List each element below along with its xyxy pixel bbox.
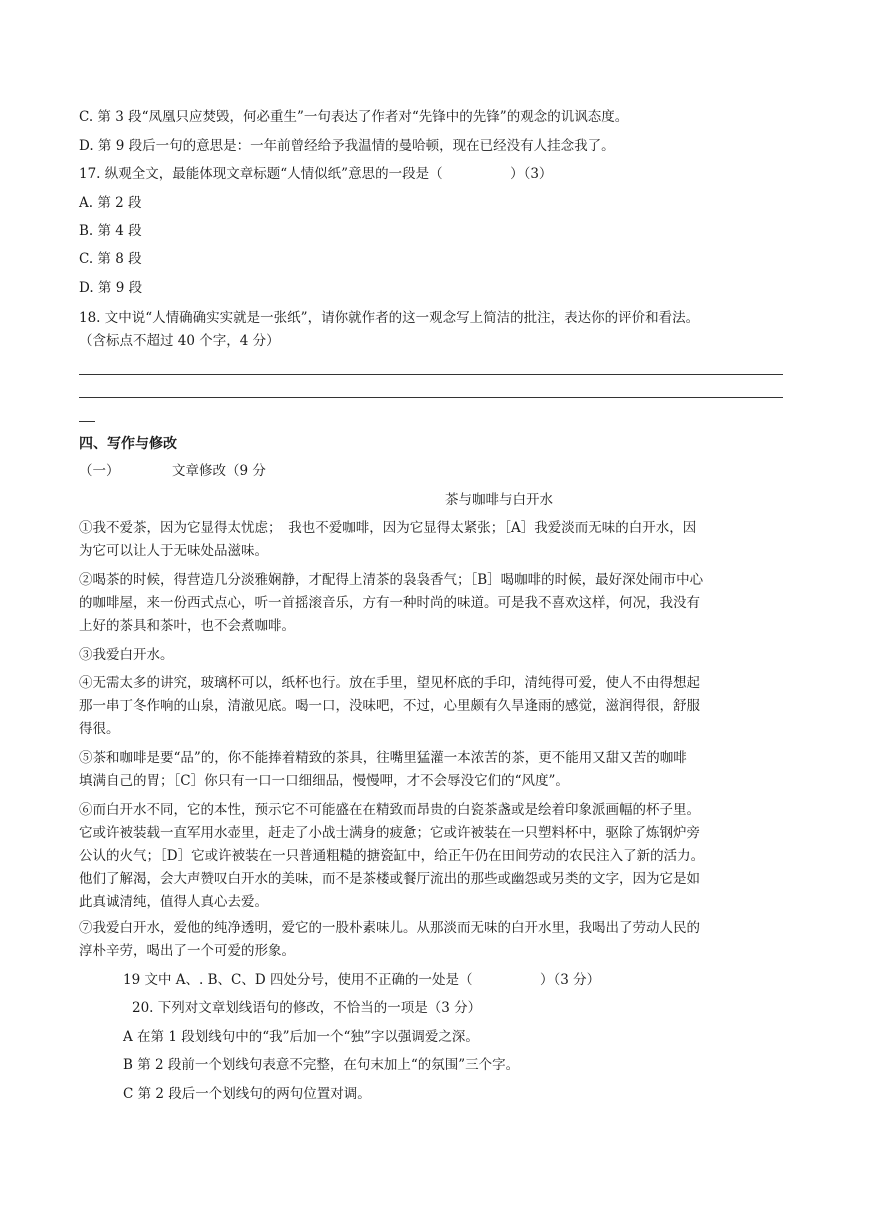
q18-stem-line1: 18. 文中说“人情确确实实就是一张纸”，请你就作者的这一观念写上简洁的批注，表达你的评价和看法。 [79, 310, 700, 326]
q17-option-d: D. 第 9 段 [79, 280, 143, 296]
part-label: （一） [79, 463, 120, 479]
essay-line: ⑦我爱白开水，爱他的纯净透明，爱它的一股朴素味儿。从那淡而无味的白开水里，我喝出了劳动人民的 [79, 920, 700, 936]
q17-stem: 17. 纵观全文，最能体现文章标题“人情似纸”意思的一段是（ ）（3） [79, 166, 553, 182]
essay-line: ①我不爱茶，因为它显得太忧虑； 我也不爱咖啡，因为它显得太紧张；［A］我爱淡而无味的白开水，因 [79, 520, 697, 536]
q20-stem: 20. 下列对文章划线语句的修改，不恰当的一项是（3 分） [132, 1000, 482, 1016]
essay-line: 上好的茶具和茶叶，也不会煮咖啡。 [79, 618, 295, 634]
answer-line-2 [79, 397, 783, 398]
q17-option-b: B. 第 4 段 [79, 223, 142, 239]
essay-title: 茶与咖啡与白开水 [445, 492, 553, 508]
essay-line: 为它可以让人于无味处品滋味。 [79, 543, 268, 559]
essay-line: 淳朴辛劳，喝出了一个可爱的形象。 [79, 943, 295, 959]
answer-line-end [79, 421, 95, 422]
essay-line: 得很。 [79, 721, 120, 737]
q20-option-c: C 第 2 段后一个划线句的两句位置对调。 [123, 1086, 371, 1102]
q20-option-b: B 第 2 段前一个划线句表意不完整，在句末加上“的氛围”三个字。 [123, 1057, 520, 1073]
essay-line: 填满自己的胃；［C］你只有一口一口细细品，慢慢呷，才不会辱没它们的“风度”。 [79, 773, 569, 789]
answer-line-1 [79, 374, 783, 375]
essay-line: ③我爱白开水。 [79, 647, 174, 663]
q18-stem-line2: （含标点不超过 40 个字，4 分） [79, 333, 280, 349]
part-title: 文章修改（9 分 [172, 463, 266, 479]
essay-line: ⑥而白开水不同，它的本性，预示它不可能盛在在精致而昂贵的白瓷茶盏或是绘着印象派画幅的杯子里。 [79, 802, 700, 818]
essay-line: 那一串丁冬作响的山泉，清澈见底。喝一口，没味吧，不过，心里颇有久旱逢雨的感觉，滋润得很，舒服 [79, 698, 700, 714]
q20-option-a: A 在第 1 段划线句中的“我”后加一个“独”字以强调爱之深。 [123, 1029, 479, 1045]
section-heading: 四、写作与修改 [79, 436, 177, 452]
q16-option-d: D. 第 9 段后一句的意思是：一年前曾经给予我温情的曼哈顿，现在已经没有人挂念我了。 [79, 138, 615, 154]
essay-line: 他们了解渴，会大声赞叹白开水的美味，而不是茶楼或餐厅流出的那些或幽怨或另类的文字，因为它是如 [79, 871, 700, 887]
essay-line: ⑤茶和咖啡是要“品”的，你不能捧着精致的茶具，往嘴里猛灌一本浓苦的茶，更不能用又甜又苦的咖啡 [79, 750, 687, 766]
q19-stem: 19 文中 A、. B、C、D 四处分号，使用不正确的一处是（ ）（3 分） [123, 972, 601, 988]
essay-line: ④无需太多的讲究，玻璃杯可以，纸杯也行。放在手里，望见杯底的手印，清纯得可爱，使人不由得想起 [79, 675, 700, 691]
q16-option-c: C. 第 3 段“凤凰只应焚毁，何必重生”一句表达了作者对“先锋中的先锋”的观念的讥讽态度。 [79, 109, 629, 125]
essay-line: 此真诚清纯，值得人真心去爱。 [79, 894, 268, 910]
essay-line: 它或许被装载一直军用水壶里，赶走了小战士满身的疲惫；它或许被装在一只塑料杯中，驱除了炼钢炉旁 [79, 825, 700, 841]
q17-option-a: A. 第 2 段 [79, 195, 142, 211]
essay-line: 公认的火气；［D］它或许被装在一只普通粗糙的搪瓷缸中，给正午仍在田间劳动的农民注入了新的活力。 [79, 848, 705, 864]
essay-line: ②喝茶的时候，得营造几分淡雅娴静，才配得上清茶的袅袅香气；［B］喝咖啡的时候，最好深处闹市中心 [79, 572, 704, 588]
q17-option-c: C. 第 8 段 [79, 251, 142, 267]
essay-line: 的咖啡屋，来一份西式点心，听一首摇滚音乐，方有一种时尚的味道。可是我不喜欢这样，何况，我没有 [79, 595, 700, 611]
